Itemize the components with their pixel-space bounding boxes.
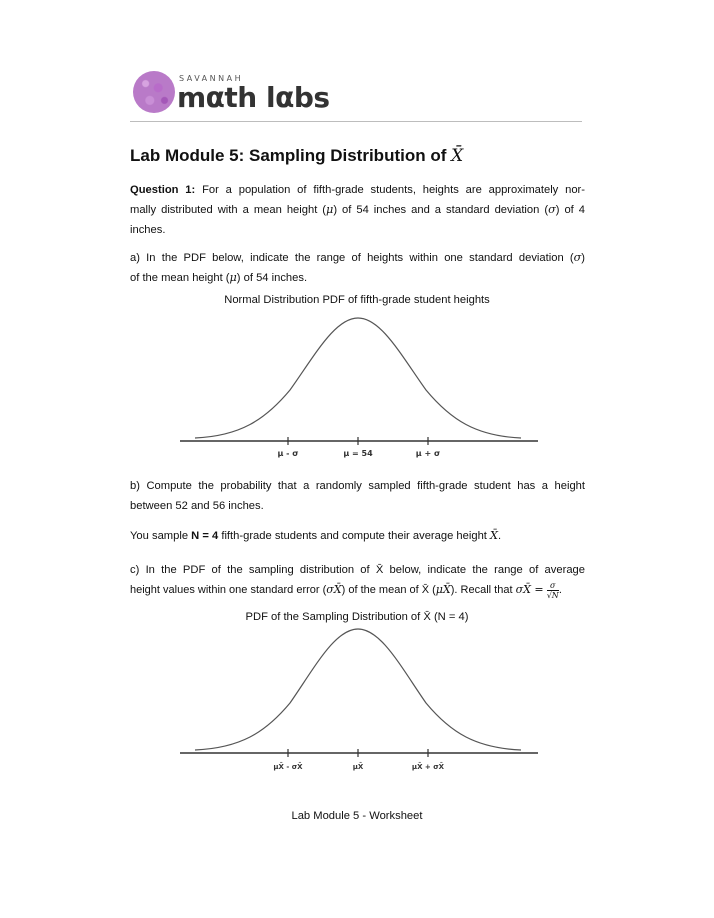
question-text-line3: inches. bbox=[130, 224, 166, 236]
question-text-line1: For a population of fifth-grade students, heights are approximately nor- bbox=[202, 184, 585, 196]
formula-fraction: $\frac{\sigma}{√N}$ bbox=[546, 580, 559, 600]
pdf-curve bbox=[195, 629, 521, 750]
tick-label-mu-plus-se: μX̄ + σX̄ bbox=[411, 763, 445, 771]
tick-label-mu: μ = 54 bbox=[343, 449, 373, 458]
page-title-text: Lab Module 5: Sampling Distribution of bbox=[130, 146, 452, 165]
logo-brand-top: SAVANNAH bbox=[179, 74, 244, 83]
normal-pdf-chart bbox=[180, 310, 538, 462]
part-c-line1: c) In the PDF of the sampling distribution of X̄ below, indicate the range of average bbox=[130, 564, 585, 576]
tick-label-mu-xbar: μX̄ bbox=[352, 763, 364, 771]
question-1 bbox=[130, 180, 585, 240]
part-c bbox=[130, 560, 585, 600]
chart1-caption: Normal Distribution PDF of fifth-grade student heights bbox=[224, 294, 490, 306]
question-text-line2: mally distributed with a mean height (μ) of 54 inches and a standard deviation (σ) of 4 bbox=[130, 203, 585, 216]
question-label: Question 1: bbox=[130, 184, 196, 196]
pdf-curve bbox=[195, 318, 521, 438]
part-a-line2: of the mean height (μ) of 54 inches. bbox=[130, 271, 308, 284]
tick-label-mu-minus-sigma: μ - σ bbox=[277, 449, 299, 458]
page-title bbox=[130, 146, 463, 166]
page-footer: Lab Module 5 - Worksheet bbox=[291, 810, 423, 822]
part-a-line1: a) In the PDF below, indicate the range of heights within one standard deviation (σ) bbox=[130, 251, 585, 264]
chart2-caption: PDF of the Sampling Distribution of X̄ (N = 4) bbox=[245, 611, 469, 623]
logo-brand-name: mαth lαbs bbox=[177, 81, 330, 114]
sample-size: N = 4 bbox=[191, 530, 219, 542]
part-b-line2: between 52 and 56 inches. bbox=[130, 500, 264, 512]
sample-statement: You sample N = 4 fifth-grade students and compute their average height X̄. bbox=[130, 529, 502, 542]
part-c-line2: height values within one standard error (σX̄) of the mean of X̄ (μX̄). Recall that σX̄ = $\frac{\sigma}{√N}$ . bbox=[130, 580, 562, 600]
logo-mark bbox=[133, 71, 175, 113]
part-a bbox=[130, 248, 585, 288]
tick-label-mu-plus-sigma: μ + σ bbox=[415, 449, 441, 458]
xbar-symbol: X̄ bbox=[451, 146, 464, 166]
part-b bbox=[130, 476, 585, 516]
header-divider bbox=[130, 121, 582, 122]
part-b-line1: b) Compute the probability that a randomly sampled fifth-grade student has a height bbox=[130, 480, 585, 492]
sampling-pdf-chart bbox=[180, 625, 538, 777]
tick-label-mu-minus-se: μX̄ - σX̄ bbox=[273, 763, 303, 771]
